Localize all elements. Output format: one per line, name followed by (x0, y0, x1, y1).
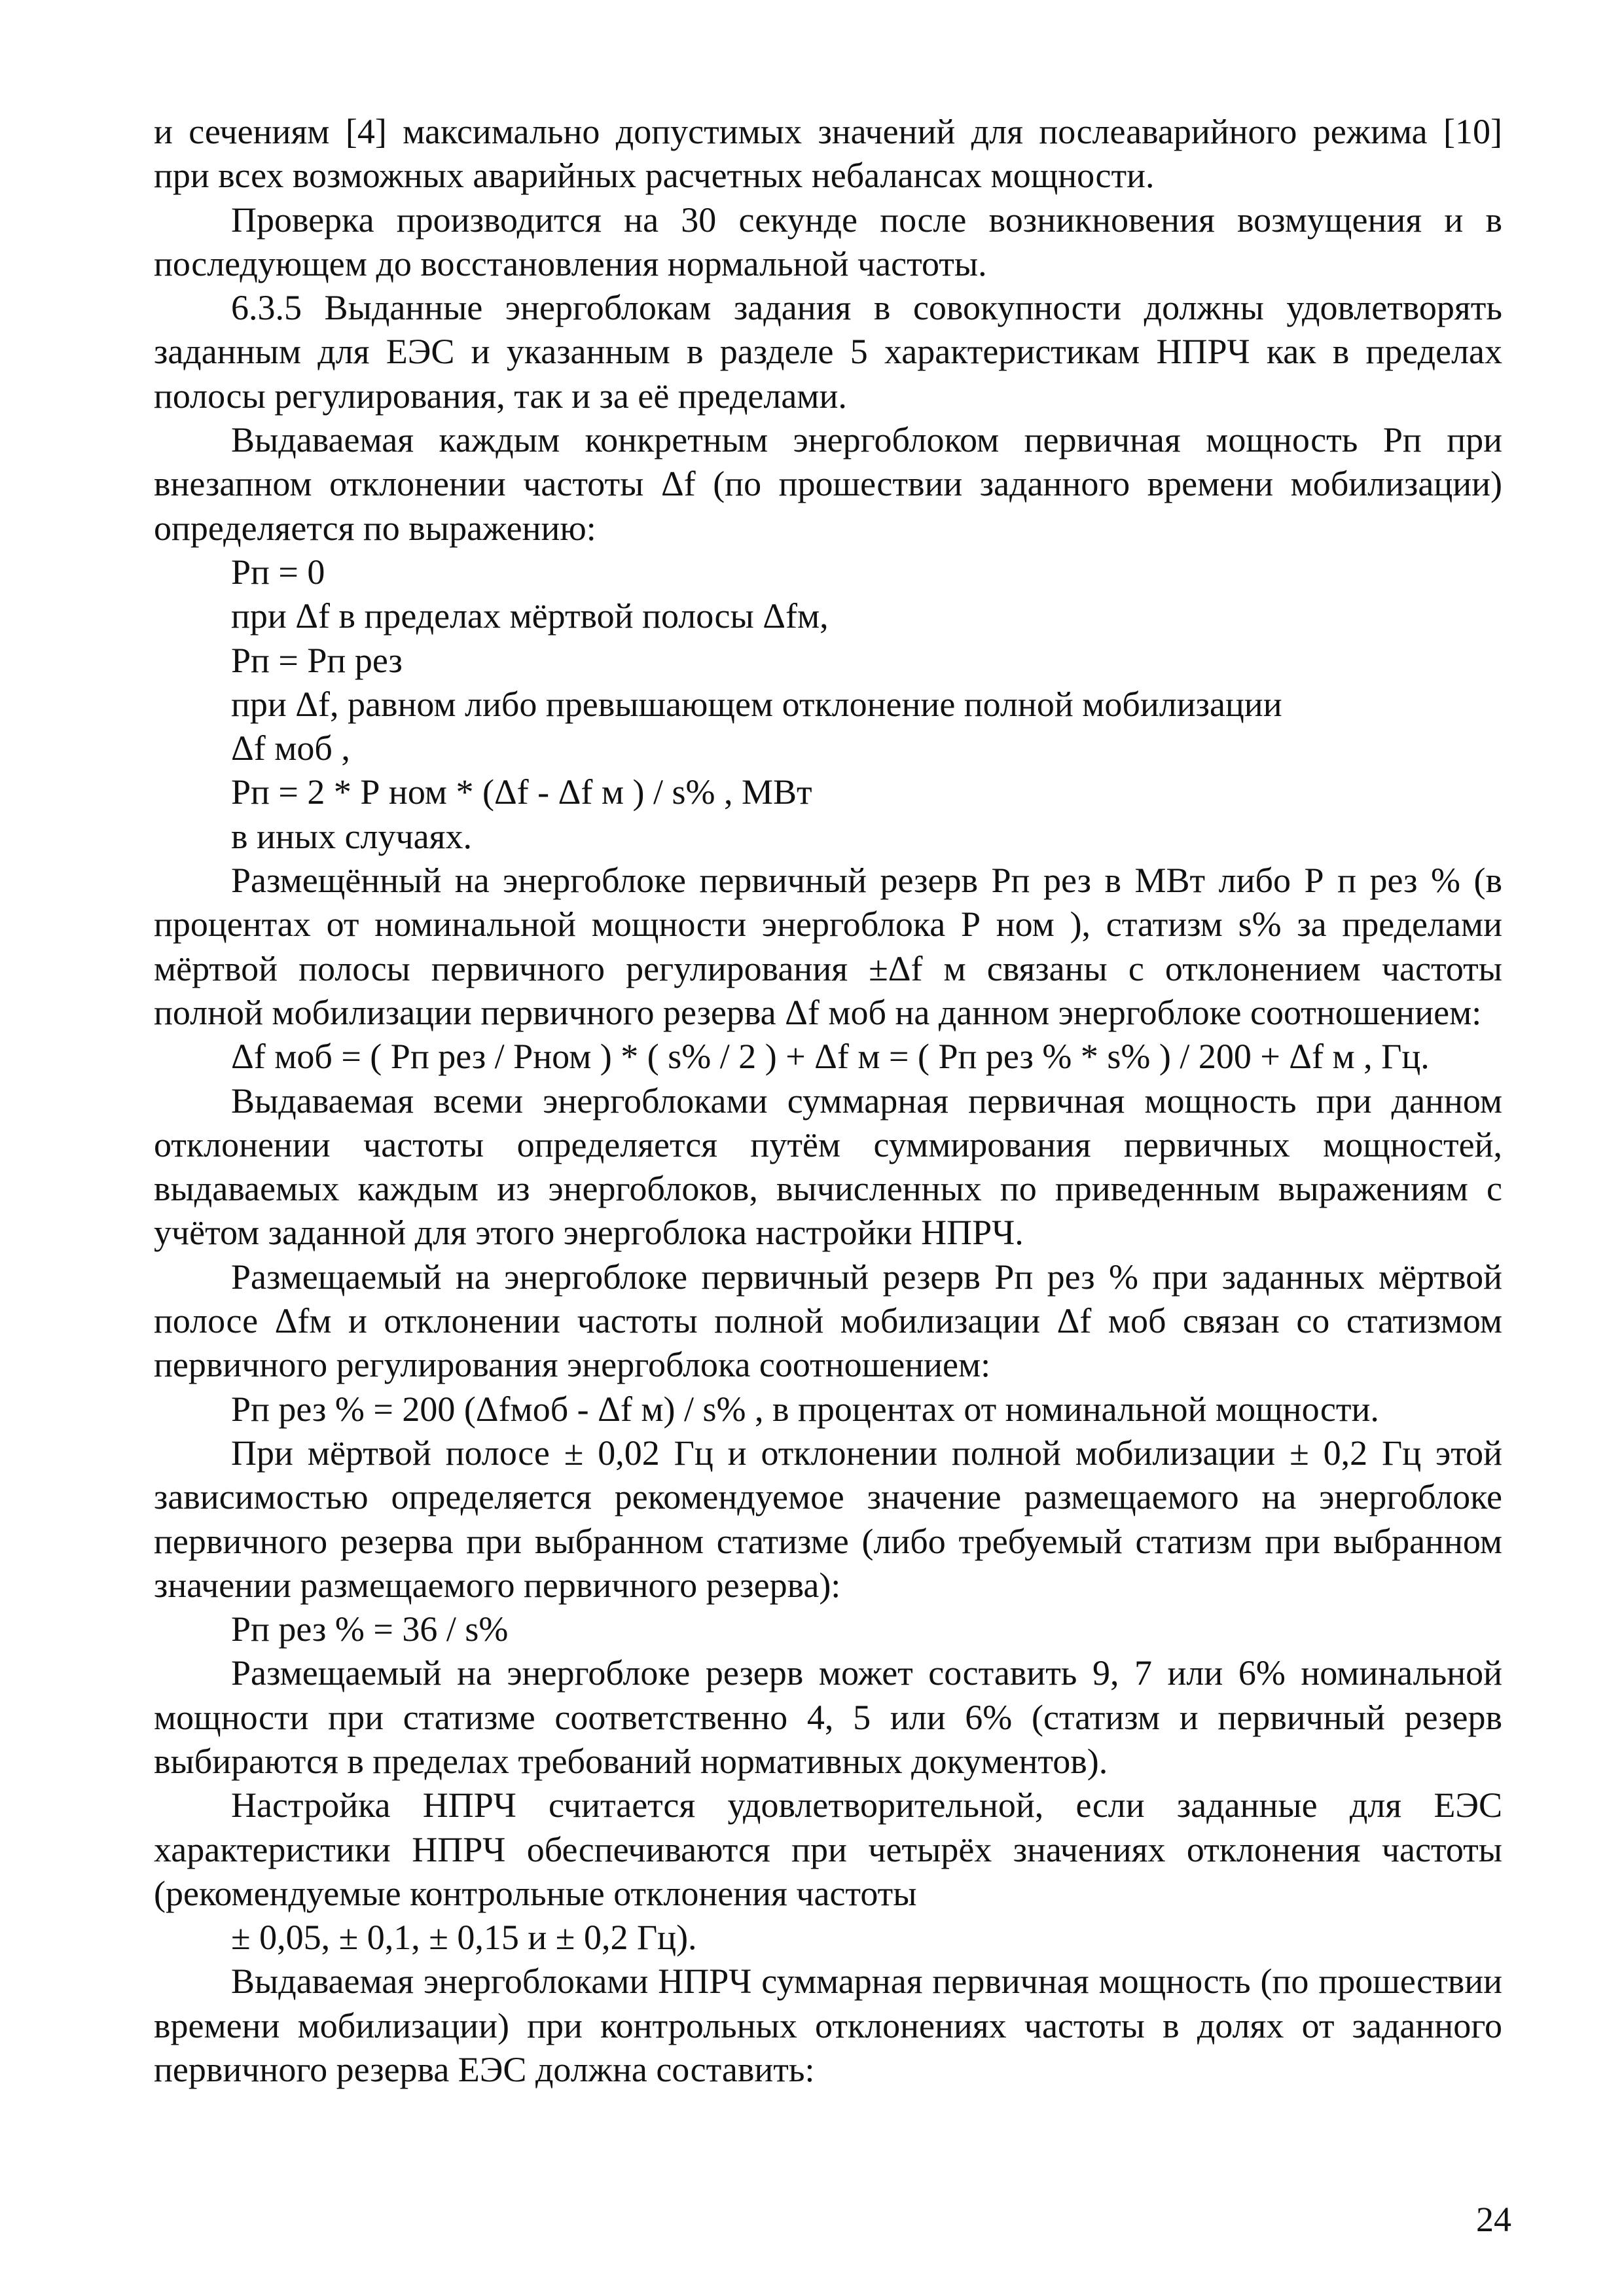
formula-line: Рп = Рп рез (231, 640, 403, 680)
formula-condition: в иных случаях. (231, 816, 472, 856)
paragraph-placed-reserve: Размещаемый на энергоблоке первичный резерв Рп рез % при заданных мёртвой полосе Δfм и отклонении частоты полной мобилизации Δf моб связан со статизмом первичного регулирования энергоблока соотношением: (154, 1257, 1502, 1385)
paragraph-tuning: Настройка НПРЧ считается удовлетворительной, если заданные для ЕЭС характеристики НПРЧ обеспечиваются при четырёх значениях отклонения частоты (рекомендуемые контрольные отклонения частоты (154, 1785, 1502, 1913)
page-number: 24 (1476, 2200, 1511, 2239)
paragraph-reserve: Размещённый на энергоблоке первичный резерв Рп рез в МВт либо Р п рез % (в процентах от номинальной мощности энергоблока Р ном ), статизм s% за пределами мёртвой полосы первичного регулирования ±Δf м связаны с отклонением частоты полной мобилизации первичного резерва Δf моб на данном энергоблоке соотношением: (154, 861, 1502, 1032)
formula-line: Рп = 2 * Р ном * (Δf - Δf м ) / s% , МВт (231, 772, 812, 812)
formula-condition: при Δf, равном либо превышающем отклонение полной мобилизации (231, 684, 1282, 724)
paragraph-reserve-values: Размещаемый на энергоблоке резерв может составить 9, 7 или 6% номинальной мощности при статизме соответственно 4, 5 или 6% (статизм и первичный резерв выбираются в пределах требований нормативных документов). (154, 1653, 1502, 1781)
paragraph-total-power: Выдаваемая всеми энергоблоками суммарная первичная мощность при данном отклонении частоты определяется путём суммирования первичных мощностей, выдаваемых каждым из энергоблоков, вычисленных по приведенным выражениям с учётом заданной для этого энергоблока настройки НПРЧ. (154, 1081, 1502, 1253)
formula-condition: Δf моб , (231, 728, 350, 768)
formula-reserve-percent: Рп рез % = 200 (Δfмоб - Δf м) / s% , в процентах от номинальной мощности. (231, 1389, 1379, 1429)
paragraph-dead-band: При мёртвой полосе ± 0,02 Гц и отклонении полной мобилизации ± 0,2 Гц этой зависимостью определяется рекомендуемое значение размещаемого на энергоблоке первичного резерва при выбранном статизме (либо требуемый статизм при выбранном значении размещаемого первичного резерва): (154, 1433, 1502, 1605)
paragraph-6-3-5: 6.3.5 Выданные энергоблокам задания в совокупности должны удовлетворять заданным для ЕЭС и указанным в разделе 5 характеристикам НПРЧ как в пределах полосы регулирования, так и за её пределами. (154, 288, 1502, 416)
formula-reserve-36: Рп рез % = 36 / s% (231, 1609, 509, 1649)
formula-mobilization: Δf моб = ( Рп рез / Рном ) * ( s% / 2 ) + Δf м = ( Рп рез % * s% ) / 200 + Δf м , Гц. (231, 1037, 1430, 1077)
paragraph-total-output: Выдаваемая энергоблоками НПРЧ суммарная первичная мощность (по прошествии времени мобилизации) при контрольных отклонениях частоты в долях от заданного первичного резерва ЕЭС должна составить: (154, 1962, 1502, 2090)
paragraph-continued: и сечениям [4] максимально допустимых значений для послеаварийного режима [10] при всех возможных аварийных расчетных небалансах мощности. (154, 112, 1502, 196)
formula-condition: при Δf в пределах мёртвой полосы Δfм, (231, 596, 829, 636)
formula-line: Рп = 0 (231, 552, 325, 592)
paragraph-check: Проверка производится на 30 секунде после возникновения возмущения и в последующем до восстановления нормальной частоты. (154, 200, 1502, 283)
document-page (154, 110, 1502, 2092)
control-deviations: ± 0,05, ± 0,1, ± 0,15 и ± 0,2 Гц). (231, 1918, 697, 1958)
paragraph-primary-power: Выдаваемая каждым конкретным энергоблоком первичная мощность Рп при внезапном отклонении частоты Δf (по прошествии заданного времени мобилизации) определяется по выражению: (154, 420, 1502, 548)
